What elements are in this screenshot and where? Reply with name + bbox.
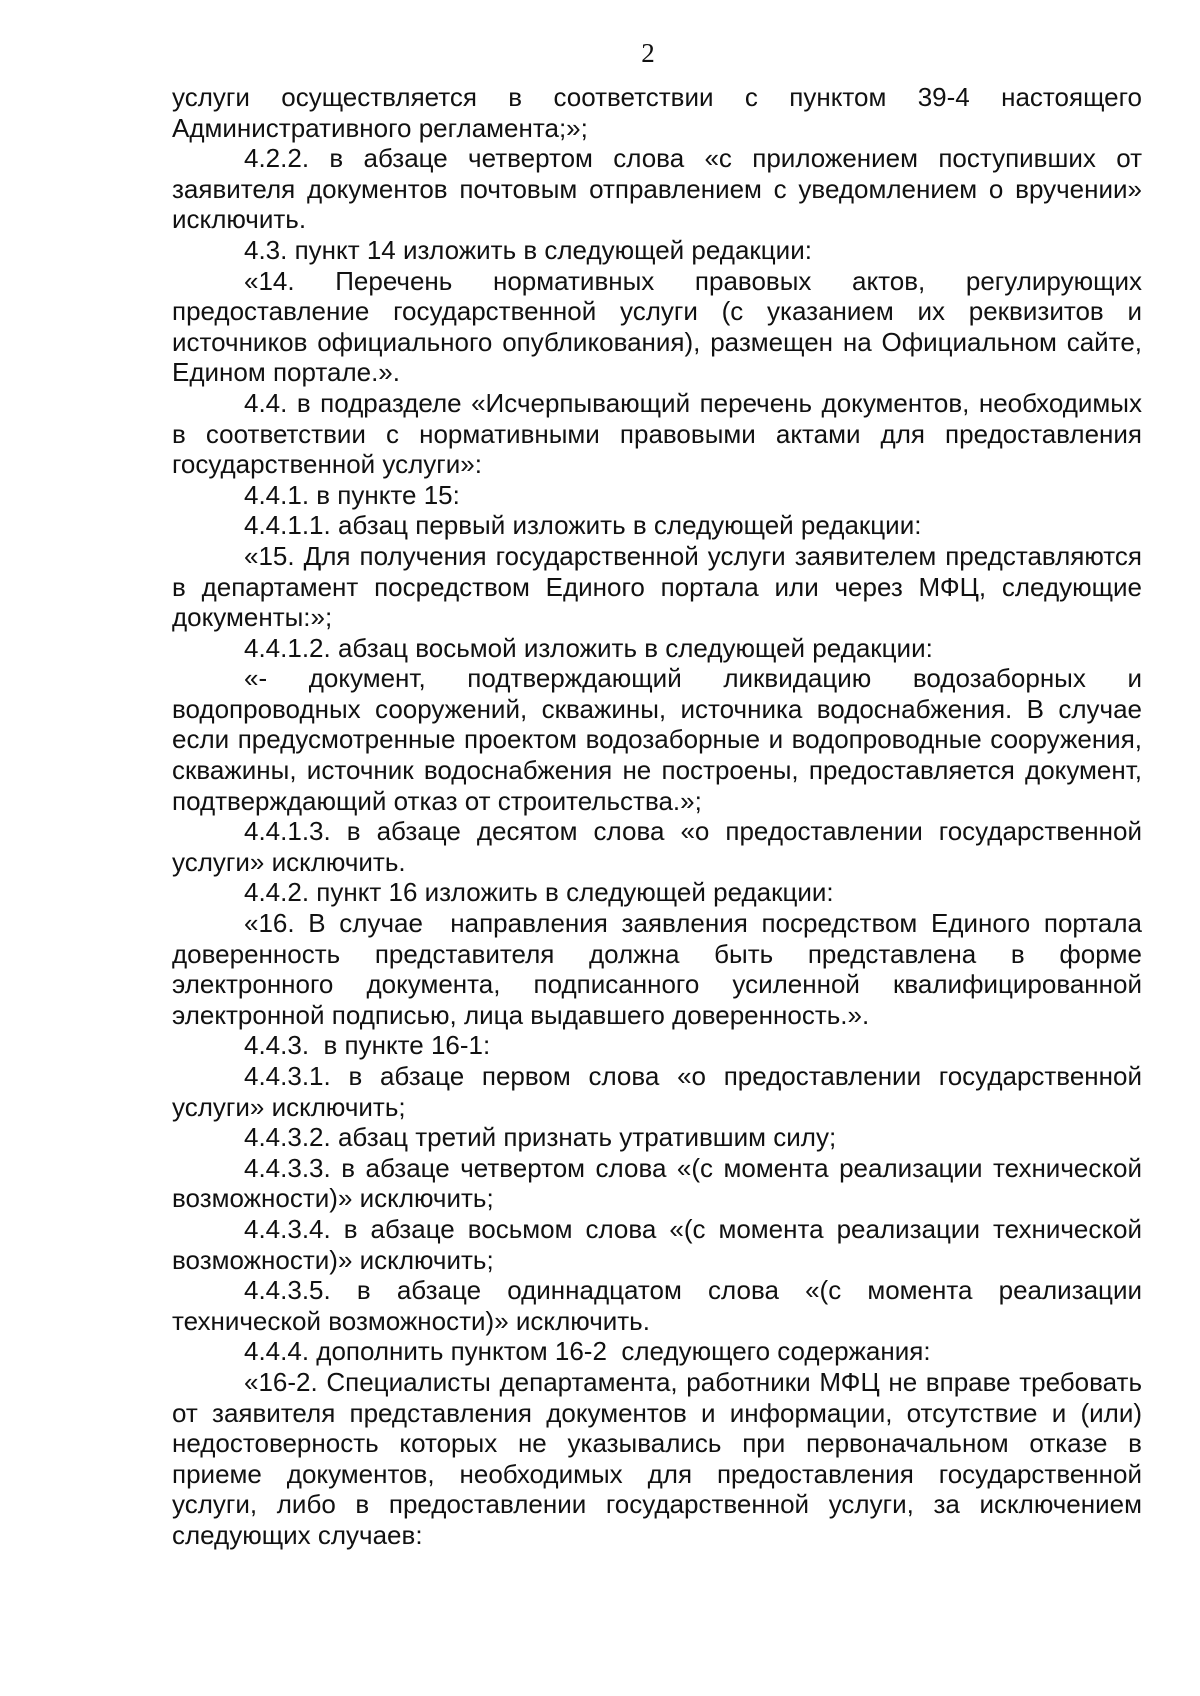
paragraph: 4.4.3.4. в абзаце восьмом слова «(с момента реализации технической возможности)» исключить;: [172, 1213, 1150, 1275]
paragraph: 4.4.1. в пункте 15:: [244, 479, 460, 510]
paragraph: 4.4.3.3. в абзаце четвертом слова «(с момента реализации технической возможности)» исключить;: [172, 1152, 1150, 1214]
paragraph: 4.4. в подразделе «Исчерпывающий перечень документов, необходимых в соответствии с нормативными правовыми актами для предоставления государственной услуги»:: [172, 387, 1150, 480]
paragraph: 4.2.2. в абзаце четвертом слова «с приложением поступивших от заявителя документов почтовым отправлением с уведомлением о вручении» исключить.: [172, 143, 1150, 235]
paragraph: 4.4.3. в пункте 16-1:: [244, 1030, 491, 1061]
paragraph: 4.4.1.3. в абзаце десятом слова «о предоставлении государственной услуги» исключить.: [172, 816, 1150, 877]
paragraph: «15. Для получения государственной услуги заявителем представляются в департамент посредством Единого портала или через МФЦ, следующие документы:»;: [172, 540, 1150, 633]
paragraph: 4.4.3.2. абзац третий признать утратившим силу;: [244, 1122, 837, 1153]
paragraph: услуги осуществляется в соответствии с пунктом 39-4 настоящего Административного регламента;»;: [172, 82, 1150, 143]
paragraph: «14. Перечень нормативных правовых актов, регулирующих предоставление государственной услуги (с указанием их реквизитов и источников официального опубликования), размещен на Официальном сайте, Едином портале.».: [172, 265, 1150, 388]
paragraph: 4.4.1.1. абзац первый изложить в следующей редакции:: [244, 510, 922, 541]
paragraph: 4.4.1.2. абзац восьмой изложить в следующей редакции:: [244, 632, 933, 663]
paragraph: 4.4.2. пункт 16 изложить в следующей редакции:: [244, 877, 834, 908]
paragraph: 4.3. пункт 14 изложить в следующей редакции:: [244, 234, 812, 265]
page-number: 2: [641, 38, 655, 68]
document-body: [172, 82, 1150, 1551]
paragraph: 4.4.4. дополнить пунктом 16-2 следующего содержания:: [244, 1336, 931, 1367]
paragraph: 4.4.3.1. в абзаце первом слова «о предоставлении государственной услуги» исключить;: [172, 1061, 1150, 1122]
paragraph: 4.4.3.5. в абзаце одиннадцатом слова «(с момента реализации технической возможности)» исключить.: [172, 1275, 1150, 1336]
paragraph: «- документ, подтверждающий ликвидацию водозаборных и водопроводных сооружений, скважины, источника водоснабжения. В случае если предусмотренные проектом водозаборные и водопроводные сооружения, скважины, источник водоснабжения не построены, предоставляется документ, подтверждающий отказ от строительства.»;: [172, 663, 1150, 816]
paragraph: «16-2. Специалисты департамента, работники МФЦ не вправе требовать от заявителя представления документов и информации, отсутствие и (или) недостоверность которых не указывались при первоначальном отказе в приеме документов, необходимых для предоставления государственной услуги, либо в предоставлении государственной услуги, за исключением следующих случаев:: [172, 1366, 1150, 1550]
paragraph: «16. В случае направления заявления посредством Единого портала доверенность представителя должна быть представлена в форме электронного документа, подписанного усиленной квалифицированной электронной подписью, лица выдавшего доверенность.».: [172, 908, 1150, 1030]
